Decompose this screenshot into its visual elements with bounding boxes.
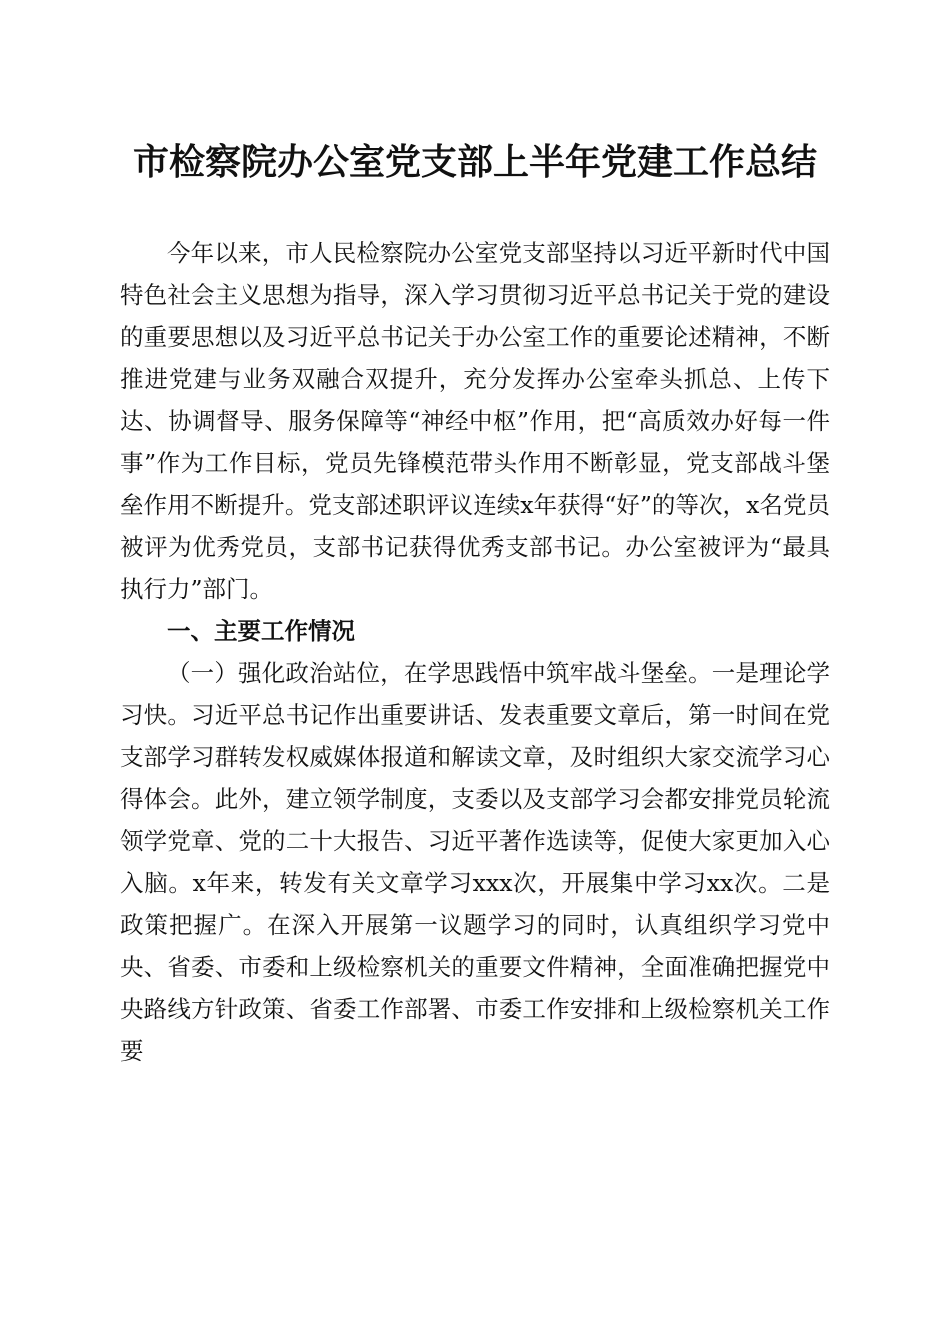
document-title: 市检察院办公室党支部上半年党建工作总结: [132, 141, 817, 183]
subsection-paragraph: [120, 652, 830, 1072]
subsection-body: 一是理论学习快。习近平总书记作出重要讲话、发表重要文章后，第一时间在党支部学习群转发权威媒体报道和解读文章，及时组织大家交流学习心得体会。此外，建立领学制度，支委以及支部学习会都安排党员轮流领学党章、党的二十大报告、习近平著作选读等，促使大家更加入心入脑。x年来，转发有关文章学习xxx次，开展集中学习xx次。二是政策把握广。在深入开展第一议题学习的同时，认真组织学习党中央、省委、市委和上级检察机关的重要文件精神，全面准确把握党中央路线方针政策、省委工作部署、市委工作安排和上级检察机关工作要: [120, 659, 831, 1065]
intro-paragraph: 今年以来，市人民检察院办公室党支部坚持以习近平新时代中国特色社会主义思想为指导，深入学习贯彻习近平总书记关于党的建设的重要思想以及习近平总书记关于办公室工作的重要论述精神，不断推进党建与业务双融合双提升，充分发挥办公室牵头抓总、上传下达、协调督导、服务保障等“神经中枢”作用，把“高质效办好每一件事”作为工作目标，党员先锋模范带头作用不断彰显，党支部战斗堡垒作用不断提升。党支部述职评议连续x年获得“好”的等次，x名党员被评为优秀党员，支部书记获得优秀支部书记。办公室被评为“最具执行力”部门。: [120, 239, 830, 603]
document-body: [120, 232, 830, 1072]
section-heading: 一、主要工作情况: [167, 617, 355, 645]
subsection-heading: （一）强化政治站位，在学思践悟中筑牢战斗堡垒。: [167, 659, 712, 687]
